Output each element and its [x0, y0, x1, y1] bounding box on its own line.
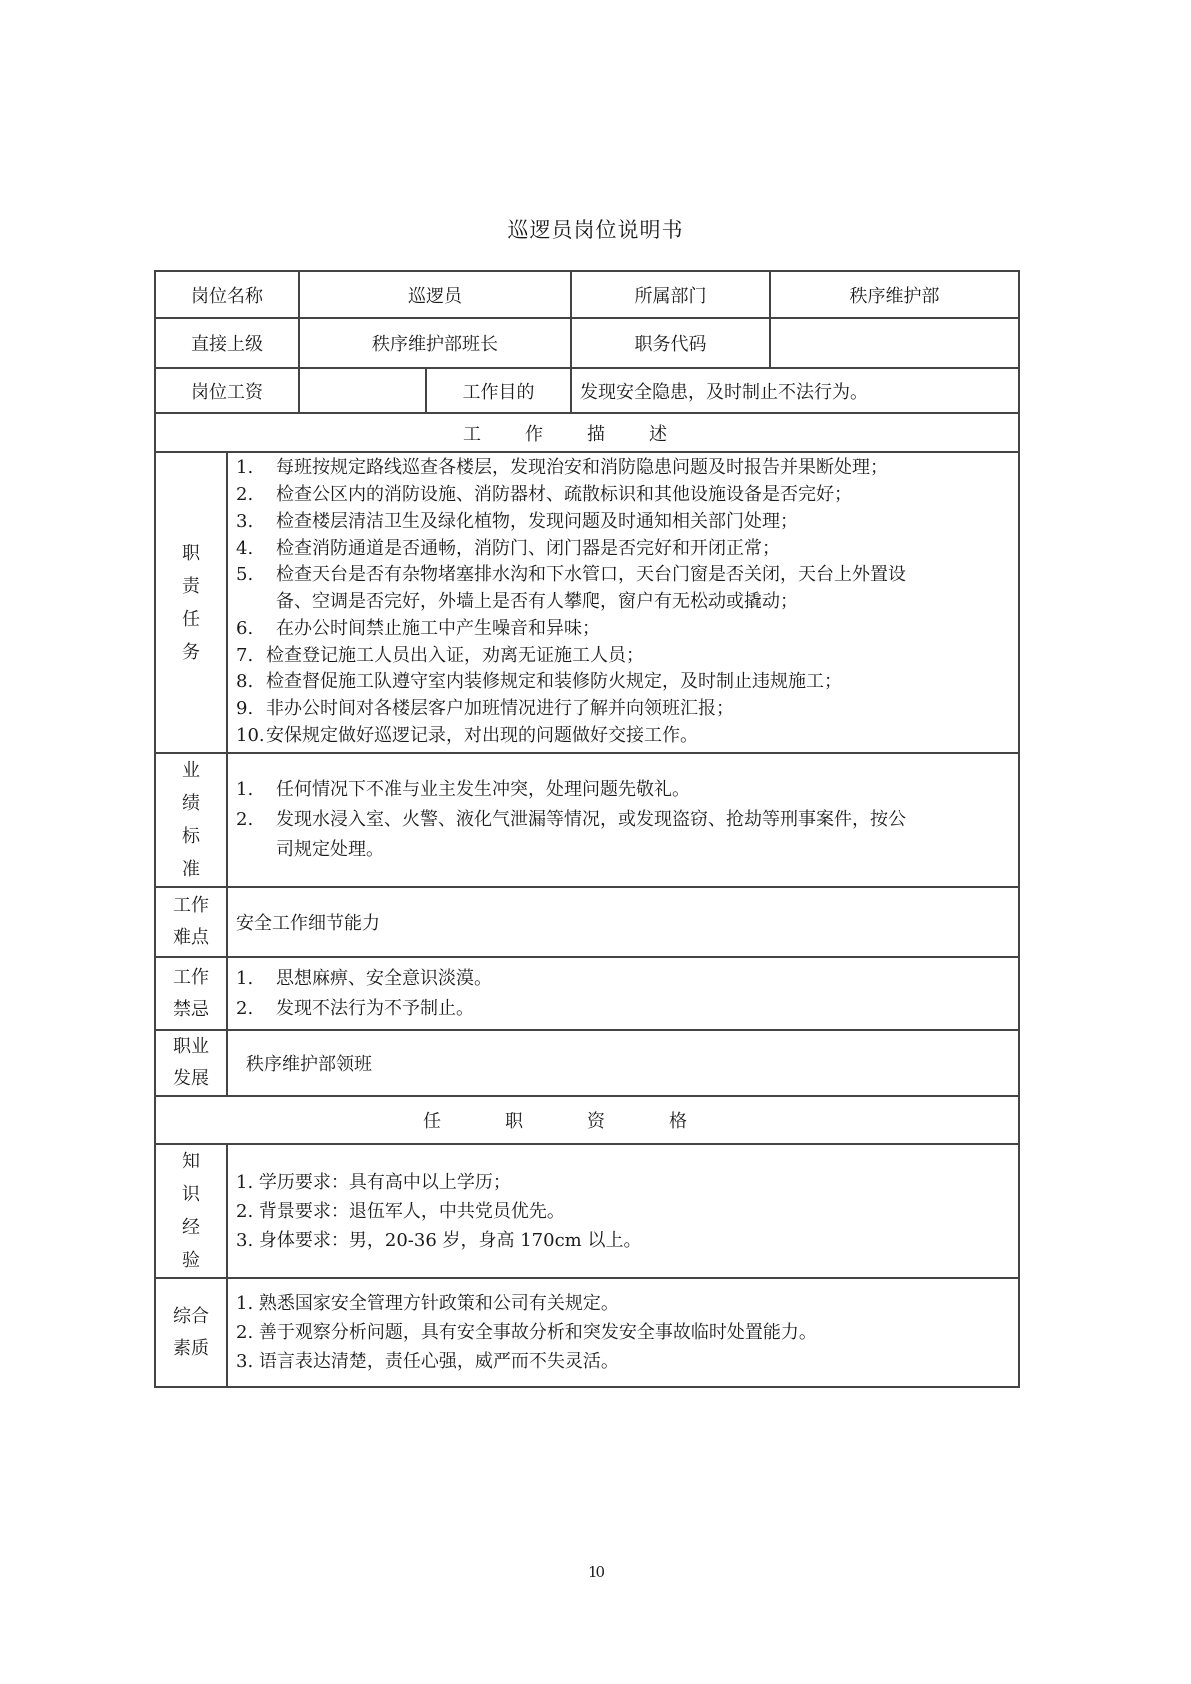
list-item: 2. 善于观察分析问题，具有安全事故分析和突发安全事故临时处置能力。 [236, 1322, 817, 1343]
performance-list [227, 753, 1019, 887]
duties-list [227, 452, 1019, 753]
list-item: 3. 语言表达清楚，责任心强，威严而不失灵活。 [236, 1351, 619, 1372]
quality-list [227, 1278, 1019, 1387]
list-item: 10. 安保规定做好巡逻记录，对出现的问题做好交接工作。 [236, 725, 698, 747]
list-item: 7. 检查登记施工人员出入证，劝离无证施工人员； [236, 644, 644, 666]
salary-label: 岗位工资 [155, 368, 299, 413]
list-item: 8. 检查督促施工队遵守室内装修规定和装修防火规定，及时制止违规施工； [236, 671, 842, 693]
list-item: 2. 发现水浸入室、火警、液化气泄漏等情况，或发现盗窃、抢劫等刑事案件，按公 [236, 809, 906, 830]
salary-value [299, 368, 426, 413]
row-duties [155, 452, 1019, 753]
position-name-label: 岗位名称 [155, 271, 299, 318]
knowledge-label: 知 识 经 验 [155, 1144, 227, 1278]
list-item: 5. 检查天台是否有杂物堵塞排水沟和下水管口，天台门窗是否关闭，天台上外置设 [236, 564, 906, 586]
list-item-continuation: 司规定处理。 [276, 839, 384, 860]
qualifications-heading: 任职资格 [423, 1111, 751, 1132]
quality-label: 综合 素质 [155, 1278, 227, 1387]
list-item: 1. 学历要求：具有高中以上学历； [236, 1171, 511, 1193]
list-item: 4. 检查消防通道是否通畅，消防门、闭门器是否完好和开闭正常； [236, 537, 780, 559]
supervisor-label: 直接上级 [155, 318, 299, 368]
list-item-continuation: 备、空调是否完好，外墙上是否有人攀爬，窗户有无松动或撬动； [276, 591, 798, 613]
row-qualifications-heading [155, 1096, 1019, 1144]
row-career [155, 1030, 1019, 1096]
row-knowledge [155, 1144, 1019, 1278]
list-item: 3. 身体要求：男，20-36 岁，身高 170cm 以上。 [236, 1229, 642, 1251]
row-supervisor [155, 318, 1019, 368]
row-quality [155, 1278, 1019, 1387]
purpose-value: 发现安全隐患，及时制止不法行为。 [571, 368, 1019, 413]
purpose-label: 工作目的 [426, 368, 571, 413]
duties-label: 职 责 任 务 [155, 452, 227, 753]
job-code-label: 职务代码 [571, 318, 770, 368]
job-code-value [770, 318, 1019, 368]
row-position-name [155, 271, 1019, 318]
list-item: 2. 背景要求：退伍军人，中共党员优先。 [236, 1200, 565, 1222]
department-label: 所属部门 [571, 271, 770, 318]
list-item: 6. 在办公时间禁止施工中产生噪音和异味； [236, 617, 600, 639]
list-item: 1. 每班按规定路线巡查各楼层，发现治安和消防隐患问题及时报告并果断处理； [236, 457, 888, 479]
page-number: 10 [587, 1563, 604, 1581]
work-description-heading: 工作描述 [463, 423, 711, 445]
list-item: 9. 非办公时间对各楼层客户加班情况进行了解并向领班汇报； [236, 698, 734, 720]
taboos-label: 工作 禁忌 [155, 957, 227, 1030]
row-difficulty [155, 887, 1019, 957]
supervisor-value: 秩序维护部班长 [299, 318, 571, 368]
position-name-value: 巡逻员 [299, 271, 571, 318]
list-item: 3. 检查楼层清洁卫生及绿化植物，发现问题及时通知相关部门处理； [236, 510, 798, 532]
job-description-table [154, 270, 1020, 1388]
difficulty-value: 安全工作细节能力 [227, 887, 1019, 957]
difficulty-label: 工作 难点 [155, 887, 227, 957]
taboos-list [227, 957, 1019, 1030]
row-performance [155, 753, 1019, 887]
document-title: 巡逻员岗位说明书 [507, 218, 684, 242]
row-taboos [155, 957, 1019, 1030]
list-item: 2. 检查公区内的消防设施、消防器材、疏散标识和其他设施设备是否完好； [236, 483, 852, 505]
career-label: 职业 发展 [155, 1030, 227, 1096]
department-value: 秩序维护部 [770, 271, 1019, 318]
list-item: 1. 熟悉国家安全管理方针政策和公司有关规定。 [236, 1293, 619, 1314]
list-item: 1. 思想麻痹、安全意识淡漠。 [236, 967, 492, 989]
row-salary [155, 368, 1019, 413]
performance-label: 业 绩 标 准 [155, 753, 227, 887]
list-item: 1. 任何情况下不准与业主发生冲突，处理问题先敬礼。 [236, 779, 690, 800]
list-item: 2. 发现不法行为不予制止。 [236, 997, 474, 1019]
career-value: 秩序维护部领班 [227, 1030, 1019, 1096]
row-work-description-heading [155, 413, 1019, 452]
knowledge-list [227, 1144, 1019, 1278]
